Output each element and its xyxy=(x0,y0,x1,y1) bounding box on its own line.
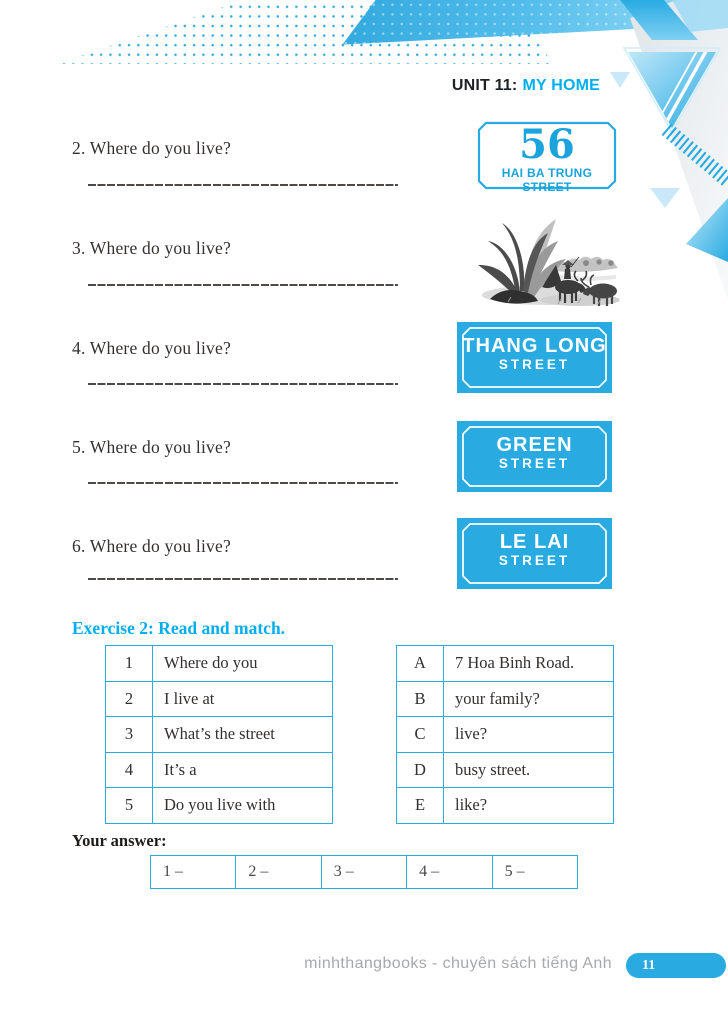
table-row xyxy=(397,752,614,788)
match-text: 7 Hoa Binh Road. xyxy=(444,646,614,682)
match-letter: A xyxy=(397,646,444,682)
question-text: Where do you live? xyxy=(89,138,231,158)
table-row xyxy=(397,788,614,824)
match-number: 1 xyxy=(106,646,153,682)
table-row xyxy=(106,752,333,788)
match-text: It’s a xyxy=(153,752,333,788)
unit-header xyxy=(452,77,600,95)
question-text: Where do you live? xyxy=(89,338,231,358)
answer-cell-5: 5 – xyxy=(492,856,577,889)
street-sign-green xyxy=(457,421,612,492)
unit-title: MY HOME xyxy=(522,77,600,94)
publisher-footer-text: minhthangbooks - chuyên sách tiếng Anh xyxy=(304,955,612,972)
question-number: 2. xyxy=(72,138,86,158)
house-number: 56 xyxy=(519,121,575,168)
countryside-illustration xyxy=(468,207,628,307)
street-sign-thang-long xyxy=(457,322,612,393)
answer-cell-1: 1 – xyxy=(151,856,236,889)
match-letter: D xyxy=(397,752,444,788)
table-row xyxy=(106,681,333,717)
match-text: Do you live with xyxy=(153,788,333,824)
house-street-name: HAI BA TRUNG STREET xyxy=(501,166,593,194)
street-name: LE LAI xyxy=(499,531,570,553)
match-letter: B xyxy=(397,681,444,717)
your-answer-label: Your answer: xyxy=(72,831,167,850)
question-3 xyxy=(72,238,231,259)
match-number: 2 xyxy=(106,681,153,717)
answer-blank-line-6 xyxy=(88,578,398,580)
question-text: Where do you live? xyxy=(89,437,231,457)
street-name: GREEN xyxy=(496,434,573,456)
match-text: What’s the street xyxy=(153,717,333,753)
question-number: 3. xyxy=(72,238,86,258)
street-sign-le-lai xyxy=(457,518,612,589)
question-text: Where do you live? xyxy=(89,238,231,258)
table-row xyxy=(106,788,333,824)
street-word: STREET xyxy=(498,357,571,372)
match-right-table xyxy=(396,645,614,824)
question-number: 5. xyxy=(72,437,86,457)
table-row xyxy=(106,646,333,682)
question-text: Where do you live? xyxy=(89,536,231,556)
house-number-sign xyxy=(477,121,617,194)
answer-blank-line-2 xyxy=(88,184,398,186)
page-number: 11 xyxy=(642,958,656,973)
answer-blank-line-3 xyxy=(88,284,398,286)
table-row xyxy=(397,681,614,717)
match-letter: E xyxy=(397,788,444,824)
street-word: STREET xyxy=(498,456,571,471)
match-number: 5 xyxy=(106,788,153,824)
question-2 xyxy=(72,138,231,159)
answer-table xyxy=(150,855,578,889)
answer-cell-4: 4 – xyxy=(407,856,492,889)
answer-blank-line-4 xyxy=(88,383,398,385)
match-text: like? xyxy=(444,788,614,824)
match-text: Where do you xyxy=(153,646,333,682)
exercise-2-title: Exercise 2: Read and match. xyxy=(72,618,286,638)
match-text: live? xyxy=(444,717,614,753)
match-text: your family? xyxy=(444,681,614,717)
street-word: STREET xyxy=(498,553,571,568)
question-6 xyxy=(72,536,231,557)
table-row xyxy=(106,717,333,753)
match-number: 3 xyxy=(106,717,153,753)
question-5 xyxy=(72,437,231,458)
question-number: 4. xyxy=(72,338,86,358)
answer-cell-3: 3 – xyxy=(321,856,406,889)
question-4 xyxy=(72,338,231,359)
match-number: 4 xyxy=(106,752,153,788)
table-row xyxy=(151,856,578,889)
table-row xyxy=(397,646,614,682)
street-name: THANG LONG xyxy=(462,335,607,357)
answer-blank-line-5 xyxy=(88,482,398,484)
table-row xyxy=(397,717,614,753)
answer-cell-2: 2 – xyxy=(236,856,321,889)
match-text: busy street. xyxy=(444,752,614,788)
match-text: I live at xyxy=(153,681,333,717)
match-left-table xyxy=(105,645,333,824)
question-number: 6. xyxy=(72,536,86,556)
match-letter: C xyxy=(397,717,444,753)
unit-number-label: UNIT 11: xyxy=(451,77,518,94)
page-number-badge xyxy=(626,953,726,978)
